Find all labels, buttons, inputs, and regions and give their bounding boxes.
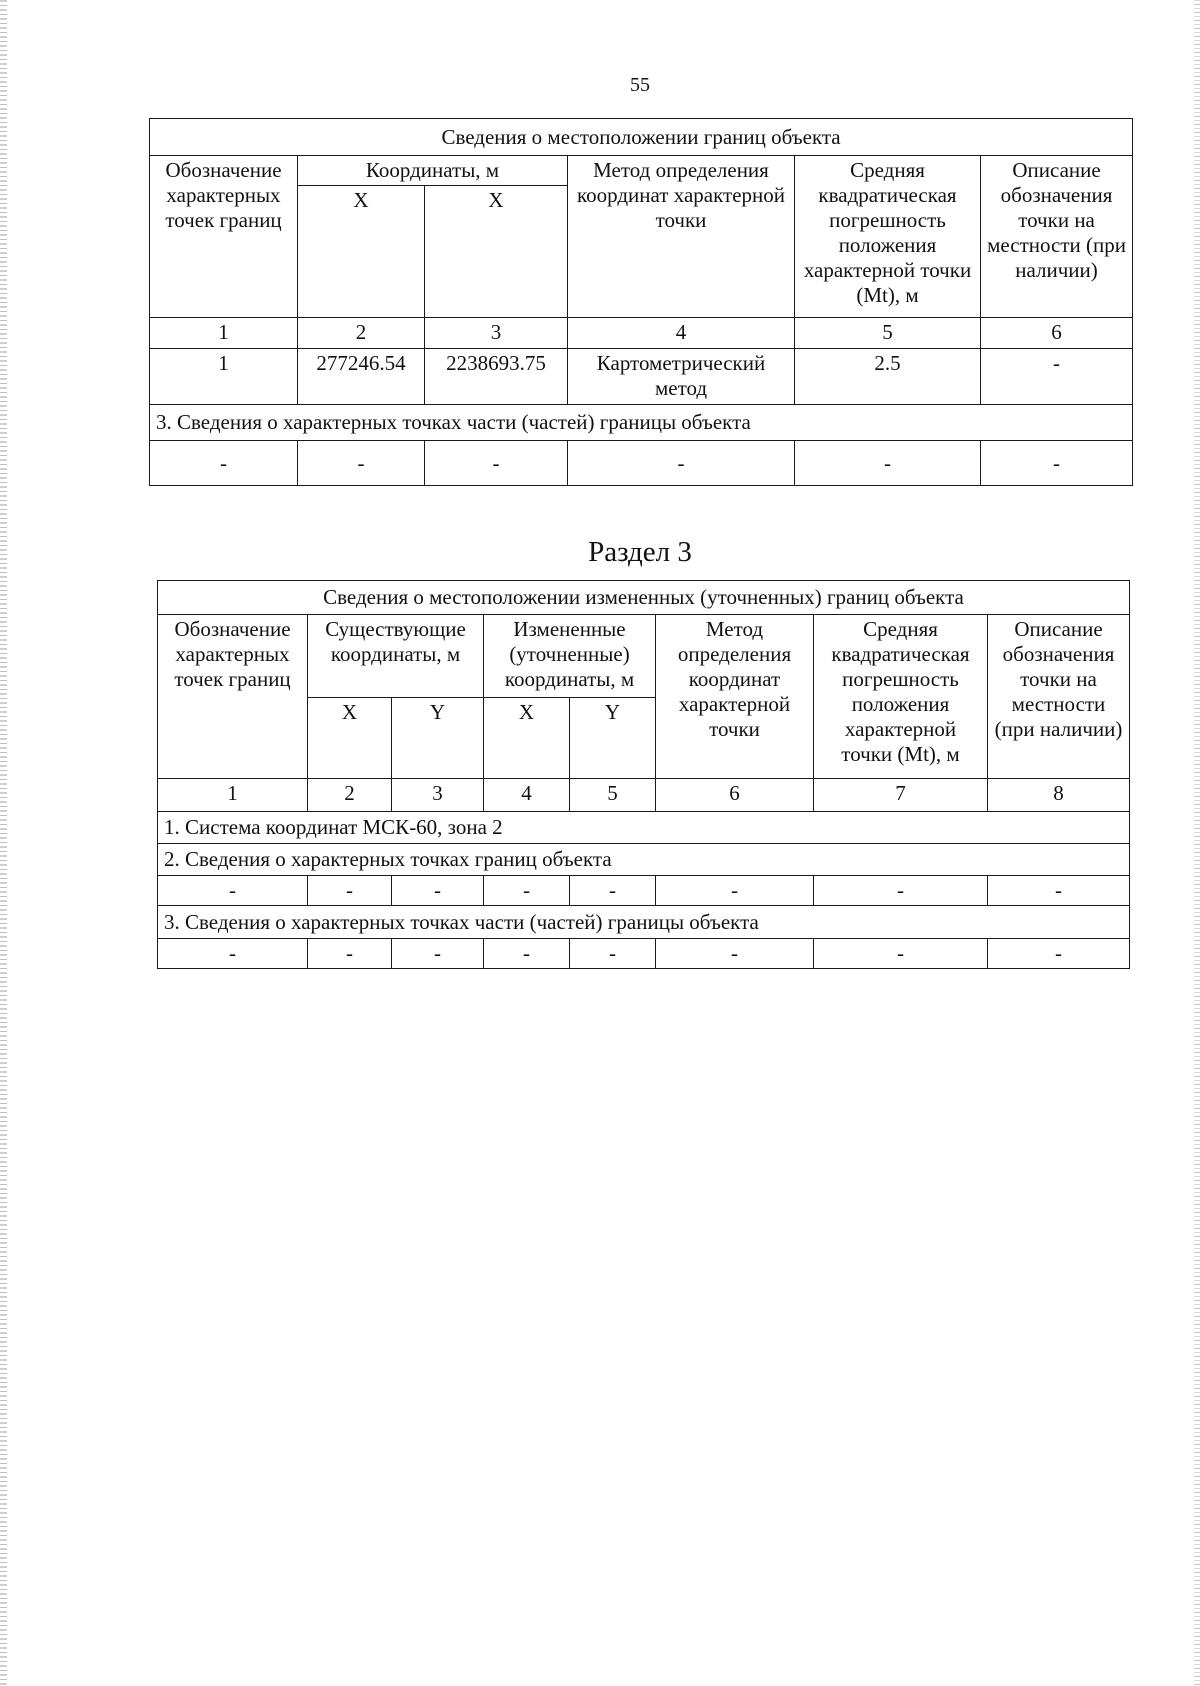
column-number: 5 bbox=[570, 779, 656, 812]
empty-cell: - bbox=[570, 939, 656, 969]
empty-cell: - bbox=[392, 876, 484, 906]
table-row bbox=[158, 939, 1130, 969]
header-row bbox=[150, 156, 1133, 186]
column-number: 6 bbox=[656, 779, 814, 812]
empty-cell: - bbox=[795, 441, 981, 486]
header-mean-error: Средняя квадратическая погрешность положения характерной точки (Mt), м bbox=[795, 156, 981, 318]
table-row bbox=[150, 441, 1133, 486]
section-row bbox=[150, 405, 1133, 441]
empty-cell: - bbox=[308, 939, 392, 969]
column-number: 2 bbox=[308, 779, 392, 812]
section-row bbox=[158, 844, 1130, 876]
header-existing-y: Y bbox=[392, 698, 484, 779]
column-number-row bbox=[158, 779, 1130, 812]
cell-x: 277246.54 bbox=[298, 349, 425, 405]
column-number: 2 bbox=[298, 318, 425, 349]
empty-cell: - bbox=[425, 441, 568, 486]
boundaries-table bbox=[149, 118, 1133, 486]
header-changed-x: X bbox=[484, 698, 570, 779]
section-title: Раздел 3 bbox=[588, 536, 692, 568]
header-x-2: X bbox=[425, 186, 568, 318]
column-number: 4 bbox=[568, 318, 795, 349]
empty-cell: - bbox=[814, 876, 988, 906]
header-point-designation: Обозначение характерных точек границ bbox=[158, 615, 308, 779]
empty-cell: - bbox=[656, 876, 814, 906]
section-row bbox=[158, 906, 1130, 939]
table-title: Сведения о местоположении измененных (уточненных) границ объекта bbox=[158, 581, 1130, 615]
header-existing-coordinates: Существующие координаты, м bbox=[308, 615, 484, 698]
table-row bbox=[150, 349, 1133, 405]
column-number: 6 bbox=[981, 318, 1133, 349]
header-description: Описание обозначения точки на местности (при наличии) bbox=[988, 615, 1130, 779]
column-number: 3 bbox=[425, 318, 568, 349]
column-number: 1 bbox=[158, 779, 308, 812]
empty-cell: - bbox=[656, 939, 814, 969]
table-title-row bbox=[158, 581, 1130, 615]
part-points-row: 3. Сведения о характерных точках части (частей) границы объекта bbox=[158, 906, 1130, 939]
table-title-row bbox=[150, 119, 1133, 156]
boundary-points-row: 2. Сведения о характерных точках границ объекта bbox=[158, 844, 1130, 876]
page-number: 55 bbox=[630, 74, 650, 96]
header-coordinates: Координаты, м bbox=[298, 156, 568, 186]
empty-cell: - bbox=[484, 939, 570, 969]
scan-edge-left bbox=[0, 0, 7, 1686]
header-x-1: X bbox=[298, 186, 425, 318]
empty-cell: - bbox=[298, 441, 425, 486]
column-number: 7 bbox=[814, 779, 988, 812]
column-number: 5 bbox=[795, 318, 981, 349]
empty-cell: - bbox=[570, 876, 656, 906]
empty-cell: - bbox=[484, 876, 570, 906]
section-row bbox=[158, 812, 1130, 844]
empty-cell: - bbox=[158, 876, 308, 906]
header-row bbox=[158, 615, 1130, 698]
column-number: 1 bbox=[150, 318, 298, 349]
cell-x: 2238693.75 bbox=[425, 349, 568, 405]
header-method: Метод определения координат характерной точки bbox=[568, 156, 795, 318]
changed-boundaries-table bbox=[157, 580, 1130, 969]
header-point-designation: Обозначение характерных точек границ bbox=[150, 156, 298, 318]
empty-cell: - bbox=[568, 441, 795, 486]
column-number-row bbox=[150, 318, 1133, 349]
header-method: Метод определения координат характерной точки bbox=[656, 615, 814, 779]
empty-cell: - bbox=[981, 441, 1133, 486]
table-row bbox=[158, 876, 1130, 906]
section-row-label: 3. Сведения о характерных точках части (частей) границы объекта bbox=[150, 405, 1133, 441]
header-changed-coordinates: Измененные (уточненные) координаты, м bbox=[484, 615, 656, 698]
empty-cell: - bbox=[308, 876, 392, 906]
column-number: 4 bbox=[484, 779, 570, 812]
header-description: Описание обозначения точки на местности (при наличии) bbox=[981, 156, 1133, 318]
header-mean-error: Средняя квадратическая погрешность положения характерной точки (Mt), м bbox=[814, 615, 988, 779]
cell-error: 2.5 bbox=[795, 349, 981, 405]
empty-cell: - bbox=[814, 939, 988, 969]
cell-method: Картометрический метод bbox=[568, 349, 795, 405]
table-title: Сведения о местоположении границ объекта bbox=[150, 119, 1133, 156]
empty-cell: - bbox=[988, 939, 1130, 969]
header-changed-y: Y bbox=[570, 698, 656, 779]
empty-cell: - bbox=[150, 441, 298, 486]
scan-edge-right bbox=[1194, 0, 1200, 1686]
empty-cell: - bbox=[392, 939, 484, 969]
cell-point: 1 bbox=[150, 349, 298, 405]
column-number: 8 bbox=[988, 779, 1130, 812]
column-number: 3 bbox=[392, 779, 484, 812]
empty-cell: - bbox=[158, 939, 308, 969]
empty-cell: - bbox=[988, 876, 1130, 906]
header-existing-x: X bbox=[308, 698, 392, 779]
coordinate-system-row: 1. Система координат МСК-60, зона 2 bbox=[158, 812, 1130, 844]
cell-description: - bbox=[981, 349, 1133, 405]
